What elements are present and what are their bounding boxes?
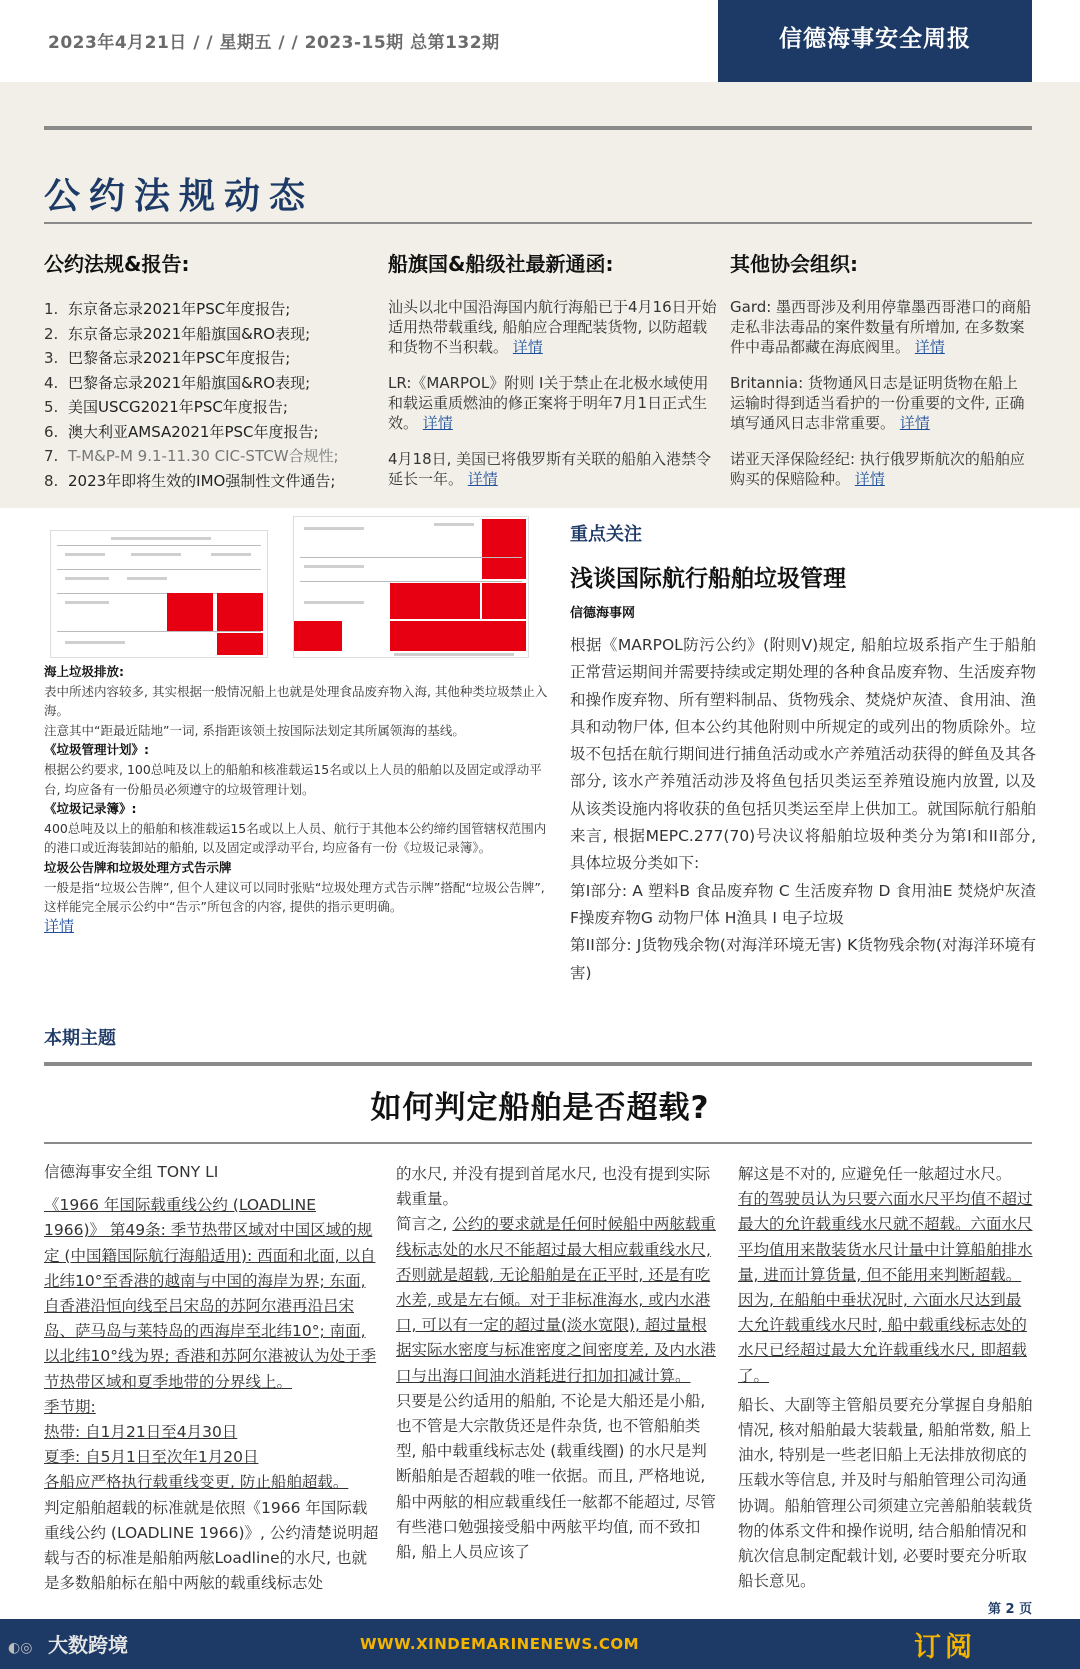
focus-title: 浅谈国际航行船舶垃圾管理 bbox=[570, 566, 846, 592]
news-item: 汕头以北中国沿海国内航行海船已于4月16日开始适用热带载重线, 船舶应合理配装货物, 以防超载和货物不当积载。 详情 bbox=[388, 298, 717, 356]
news-item: 诺亚天泽保险经纪: 执行俄罗斯航次的船舶应购买的保赔险种。 详情 bbox=[730, 450, 1025, 488]
details-link[interactable]: 详情 bbox=[467, 470, 498, 488]
article-column-3: 解这是不对的, 应避免任一舷超过水尺。 有的驾驶员认为只要六面水尺平均值不超过最大的允许载重线水尺就不超载。六面水尺平均值用来散装货水尺计量中计算船舶排水量, 进而计算货量, 但不能用来判断超载。 因为, 在船舶中垂状况时, 六面水尺达到最大允许载重线水尺时, 船中载重线标志处的水尺已经超过最大允许载重线水尺, 即超载了。 船长、大副等主管船员要充分掌握自身船舶情况, 核对船舶最大装载量, 船舶常数, 船上油水, 特别是一些老旧船上无法排放彻底的压载水等信息, 并及时与船舶管理公司沟通协调。船舶管理公司须建立完善船舶装载货物的体系文件和操作说明, 结合船舶情况和航次信息制定配载计划, 必要时要充分听取船长意见。 bbox=[738, 1165, 1033, 1591]
details-link[interactable]: 详情 bbox=[422, 414, 453, 432]
garbage-table-image-left bbox=[50, 530, 268, 658]
news-item: 4月18日, 美国已将俄罗斯有关联的船舶入港禁令延长一年。 详情 bbox=[388, 450, 712, 488]
list-item[interactable]: 2. 东京备忘录2021年船旗国&RO表现; bbox=[44, 324, 311, 343]
title-rule bbox=[44, 1142, 1032, 1144]
list-item[interactable]: 1. 东京备忘录2021年PSC年度报告; bbox=[44, 300, 291, 318]
page-header bbox=[0, 0, 1080, 82]
article-author: 信德海事安全组 TONY LI bbox=[44, 1163, 219, 1181]
focus-source: 信德海事网 bbox=[570, 606, 636, 621]
page-footer bbox=[0, 1619, 1080, 1669]
conventions-heading: 公约法规&报告: bbox=[44, 252, 190, 276]
section-top-rule bbox=[44, 126, 1032, 130]
details-link[interactable]: 详情 bbox=[512, 338, 543, 356]
details-link[interactable]: 详情 bbox=[899, 414, 930, 432]
section-title: 公约法规动态 bbox=[44, 176, 315, 217]
subscribe-button[interactable]: 订阅 bbox=[914, 1632, 976, 1663]
flag-class-column bbox=[388, 248, 718, 505]
details-link[interactable]: 详情 bbox=[914, 338, 945, 356]
watermark-logo-icon: ◐◎ bbox=[8, 1640, 33, 1656]
list-item[interactable]: 3. 巴黎备忘录2021年PSC年度报告; bbox=[44, 349, 291, 367]
news-item: LR:《MARPOL》附则 I关于禁止在北极水域使用和载运重质燃油的修正案将于明年7月1日正式生效。 详情 bbox=[388, 374, 709, 432]
website-link[interactable]: WWW.XINDEMARINENEWS.COM bbox=[360, 1635, 640, 1653]
flag-class-heading: 船旗国&船级社最新通函: bbox=[388, 252, 614, 276]
list-item[interactable]: 8. 2023年即将生效的IMO强制性文件通告; bbox=[44, 471, 336, 490]
list-item[interactable]: 4. 巴黎备忘录2021年船旗国&RO表现; bbox=[44, 373, 311, 392]
news-item: Gard: 墨西哥涉及利用停靠墨西哥港口的商船走私非法毒品的案件数量有所增加, 在多数案件中毒品都藏在海底阀里。 详情 bbox=[730, 298, 1032, 356]
page-number: 第 2 页 bbox=[988, 1602, 1033, 1617]
focus-tag: 重点关注 bbox=[570, 524, 642, 545]
list-item[interactable]: 5. 美国USCG2021年PSC年度报告; bbox=[44, 398, 288, 416]
details-link[interactable]: 详情 bbox=[854, 470, 885, 488]
article-title: 如何判定船舶是否超载? bbox=[370, 1090, 710, 1126]
conventions-column bbox=[44, 248, 364, 493]
focus-body: 根据《MARPOL防污公约》(附则V)规定, 船舶垃圾系指产生于船舶正常营运期间并需要持续或定期处理的各种食品废弃物、生活废弃物和操作废弃物、所有塑料制品、货物残余、焚烧炉灰渣、食用油、渔具和动物尸体, 但本公约其他附则中所规定的或列出的物质除外。垃圾不包括在航行期间进行捕鱼活动或水产养殖活动获得的鲜鱼及其各部分, 该水产养殖活动涉及将鱼包括贝类运至养殖设施内放置, 以及从该类设施内将收获的鱼包括贝类运至岸上供加工。就国际航行船舶来言, 根据MEPC.277(70)号决议将船舶垃圾种类分为第I和II部分, 具体垃圾分类如下: 第I部分: A 塑料B 食品废弃物 C 生活废弃物 D 食用油E 焚烧炉灰渣 F操废弃物G 动物尸体 H渔具 I 电子垃圾 第II部分: J货物残余物(对海洋环境无害) K货物残余物(对海洋环境有害) bbox=[570, 636, 1036, 982]
theme-tag: 本期主题 bbox=[44, 1028, 116, 1049]
garbage-table-image-right bbox=[293, 516, 529, 658]
article-column-1: 信德海事安全组 TONY LI 《1966 年国际载重线公约 (LOADLINE 1966)》 第49条: 季节热带区域对中国区域的规定 (中国籍国际航行海船适用): 西面和北面, 以自北纬10°至香港的越南与中国的海岸为界; 东面, 自香港沿恒向线至吕宋岛的苏阿尔港再沿吕宋岛、萨马岛与莱特岛的西海岸至北纬10°; 南面, 以北纬10°线为界; 香港和苏阿尔港被认为处于季节热带区域和夏季地带的分界线上。 季节期: 热带: 自1月21日至4月30日 夏季: 自5月1日至次年1月20日 各船应严格执行载重线变更, 防止船舶超载。 判定船舶超载的标准就是依照《1966 年国际载重线公约 (LOADLINE 1966)》, 公约清楚说明超载与否的标准是船舶两舷Loadline的水尺, 也就是多数船舶标在船中两舷的载重线标志处 bbox=[44, 1160, 380, 1596]
watermark: ◐◎ 大数跨境 bbox=[8, 1633, 128, 1657]
news-item: Britannia: 货物通风日志是证明货物在船上运输时得到适当看护的一份重要的文件, 正确填写通风日志非常重要。 详情 bbox=[730, 374, 1025, 432]
section-bottom-rule bbox=[44, 222, 1032, 224]
other-orgs-column bbox=[730, 248, 1032, 505]
issue-date-line: 2023年4月21日 / / 星期五 / / 2023-15期 总第132期 bbox=[48, 33, 500, 53]
list-item[interactable]: 7. T-M&P-M 9.1-11.30 CIC-STCW合规性; bbox=[44, 447, 339, 465]
conventions-list bbox=[44, 297, 364, 493]
details-link[interactable]: 详情 bbox=[44, 916, 75, 935]
article-column-2: 的水尺, 并没有提到首尾水尺, 也没有提到实际载重量。 简言之, 公约的要求就是任何时候船中两舷载重线标志处的水尺不能超过最大相应载重线水尺, 否则就是超载, 无论船舶是在正平时, 还是有吃水差, 或是左右倾。对于非标准海水, 或内水港口, 可以有一定的超过量(淡水宽限), 超过量根据实际水密度与标准密度之间密度差, 及内水港口与出海口间油水消耗进行扣加扣减计算。 只要是公约适用的船舶, 不论是大船还是小船, 也不管是大宗散货还是件杂货, 也不管船舶类型, 船中载重线标志处 (载重线圈) 的水尺是判断船舶是否超载的唯一依据。而且, 严格地说, 船中两舷的相应载重线任一舷都不能超过, 尽管有些港口勉强接受船中两舷平均值, 而不致扣船, 船上人员应该了 bbox=[396, 1165, 716, 1562]
other-orgs-heading: 其他协会组织: bbox=[730, 252, 858, 276]
theme-rule bbox=[44, 1062, 1032, 1066]
newsletter-brand: 信德海事安全周报 bbox=[718, 0, 1032, 82]
garbage-rules-text: 海上垃圾排放: 表中所述内容较多, 其实根据一般情况船上也就是处理食品废弃物入海, 其他种类垃圾禁止入海。 注意其中“距最近陆地”一词, 系指距该领土按国际法划定其所属领海的基线。 《垃圾管理计划》: 根据公约要求, 100总吨及以上的船舶和核准载运15名或以上人员的船舶以及固定或浮动平台, 均应备有一份船员必须遵守的垃圾管理计划。 《垃圾记录簿》: 400总吨及以上的船舶和核准载运15名或以上人员、航行于其他本公约缔约国管辖权范围内的港口或近海装卸站的船舶, 以及固定或浮动平台, 均应备有一份《垃圾记录簿》。 垃圾公告牌和垃圾处理方式告示牌 一般是指“垃圾公告牌”, 但个人建议可以同时张贴“垃圾处理方式告示牌”搭配“垃圾公告牌”, 这样能完全展示公约中“告示”所包含的内容, 提供的指示更明确。 详情 bbox=[44, 664, 548, 935]
loadline-link-text[interactable]: 《1966 年国际载重线公约 (LOADLINE 1966)》 第49条: 季节热带区域对中国区域的规定 (中国籍国际航行海船适用): 西面和北面, 以自北纬10°至香港的越南与中国的海岸为界; 东面, 自香港沿恒向线至吕宋岛的苏阿尔港再沿吕宋岛、萨马岛与莱特岛的西海岸至北纬10°; 南面, 以北纬10°线为界; 香港和苏阿尔港被认为处于季节热带区域和夏季地带的分界线上。 bbox=[44, 1196, 377, 1391]
list-item[interactable]: 6. 澳大利亚AMSA2021年PSC年度报告; bbox=[44, 422, 319, 441]
